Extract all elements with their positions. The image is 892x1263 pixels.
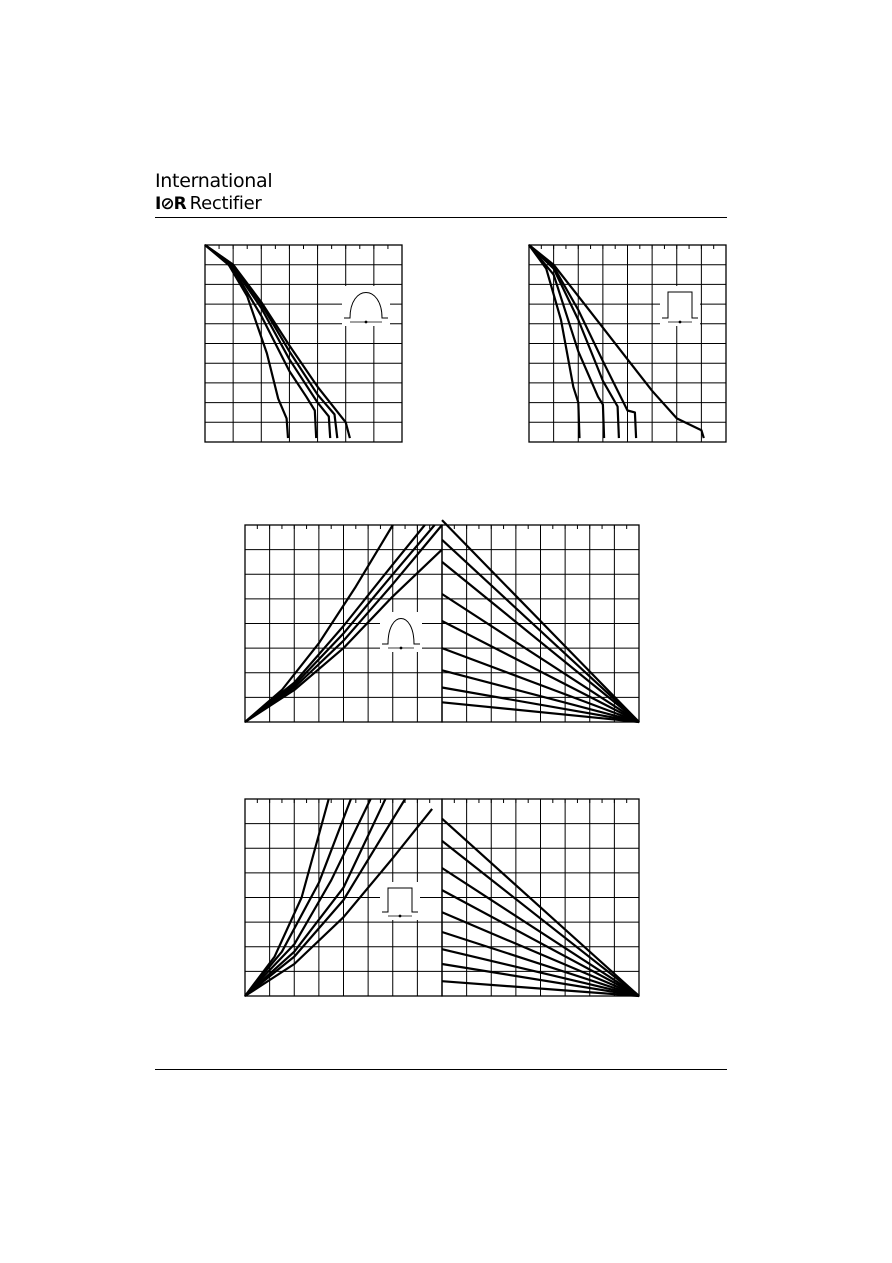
series-line-3 [205,245,330,438]
chart-bottom-right [442,799,639,996]
chart-middle-right [442,520,639,722]
conduction-angle-marker [365,321,368,324]
chart-middle-left [245,525,442,722]
conduction-angle-marker [399,915,402,918]
series-line-3 [529,245,619,438]
conduction-angle-marker [400,647,403,650]
conduction-angle-marker [679,321,682,324]
chart-top-left [205,245,402,442]
ior-logo-mark: I⊘R [155,193,186,214]
series-line-2 [205,245,316,438]
company-name-line2: Rectifier [189,193,262,214]
chart-bottom-left [245,799,442,996]
series-line-4 [529,245,636,438]
company-name-line1: International [155,170,273,192]
series-line-5 [205,245,350,438]
chart-top-right [529,245,726,442]
